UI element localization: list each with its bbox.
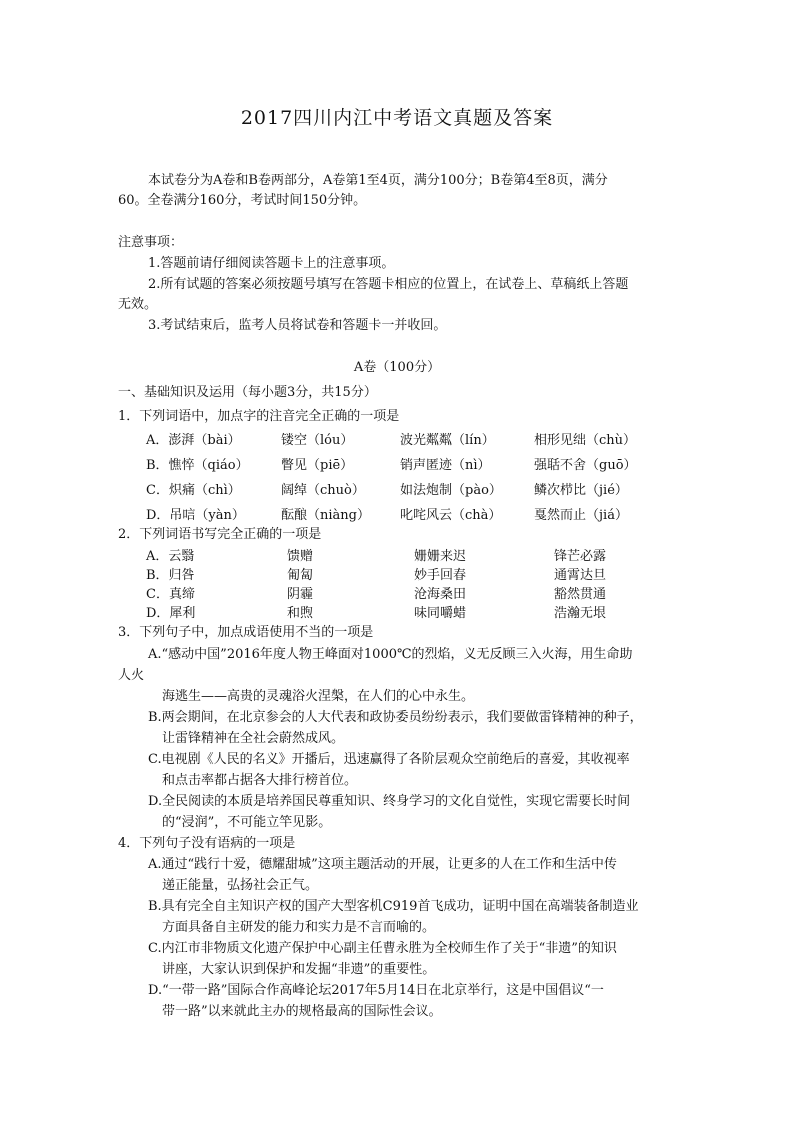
q4-option-d-cont: 带一路”以来就此主办的规格最高的国际性会议。 <box>162 1004 442 1019</box>
q1-stem: 1．下列词语中，加点字的注音完全正确的一项是 <box>118 409 400 424</box>
q3-option-b-cont: 让雷锋精神在全社会蔚然成风。 <box>162 731 345 746</box>
q1-a-word-2: 镂空（lóu） <box>281 433 354 448</box>
q1-a-word-4: 相形见绌（chù） <box>534 433 637 448</box>
q1-c-word-1: C．炽痛（chì） <box>146 483 241 498</box>
q4-option-c: C.内江市非物质文化遗产保护中心副主任曹永胜为全校师生作了关于“非遗”的知识 <box>148 941 617 956</box>
q3-stem: 3．下列句子中，加点成语使用不当的一项是 <box>118 625 374 640</box>
q4-option-c-cont: 讲座，大家认识到保护和发掘“非遗”的重要性。 <box>162 962 436 977</box>
q4-stem: 4．下列句子没有语病的一项是 <box>118 836 296 851</box>
q4-option-b: B.具有完全自主知识产权的国产大型客机C919首飞成功，证明中国在高端装备制造业 <box>148 899 639 914</box>
q3-option-c-cont: 和点击率都占据各大排行榜首位。 <box>162 773 358 788</box>
q2-d-word-1: D．犀利 <box>146 606 196 621</box>
q3-option-a-cont-2: 海逃生——高贵的灵魂浴火涅槃，在人们的心中永生。 <box>162 689 475 704</box>
q4-option-a-cont: 递正能量，弘扬社会正气。 <box>162 878 319 893</box>
q1-option-d <box>146 506 666 526</box>
q2-c-word-2: 阴霾 <box>287 587 314 602</box>
intro-line-2: 60。全卷满分160分，考试时间150分钟。 <box>118 193 367 208</box>
notice-item-2-cont: 无效。 <box>118 297 158 312</box>
q3-option-d-cont: 的“浸润”，不可能立竿见影。 <box>162 815 332 830</box>
q2-d-word-3: 味同嚼蜡 <box>414 606 467 621</box>
q1-b-word-3: 销声匿迹（nì） <box>400 458 491 473</box>
q1-c-word-2: 阔绰（chuò） <box>281 483 365 498</box>
notice-item-3: 3.考试结束后，监考人员将试卷和答题卡一并收回。 <box>148 318 447 333</box>
page-title: 2017四川内江中考语文真题及答案 <box>240 107 554 129</box>
volume-a-heading: A卷（100分） <box>353 360 441 375</box>
q1-c-word-3: 如法炮制（pào） <box>400 483 502 498</box>
section-1-heading: 一、基础知识及运用（每小题3分，共15分） <box>118 385 377 400</box>
q1-option-c <box>146 481 666 501</box>
q3-option-a: A.“感动中国”2016年度人物王峰面对1000℃的烈焰，义无反顾三入火海，用生命助 <box>148 647 633 662</box>
q4-option-b-cont: 方面具备自主研发的能力和实力是不言而喻的。 <box>162 920 436 935</box>
q3-option-b: B.两会期间，在北京参会的人大代表和政协委员纷纷表示，我们要做雷锋精神的种子， <box>148 710 643 725</box>
q3-option-d: D.全民阅读的本质是培养国民尊重知识、终身学习的文化自觉性，实现它需要长时间 <box>148 794 631 809</box>
q3-option-c: C.电视剧《人民的名义》开播后，迅速赢得了各阶层观众空前绝后的喜爱，其收视率 <box>148 752 630 767</box>
q2-d-word-2: 和煦 <box>287 606 314 621</box>
q1-d-word-1: D．吊唁（yàn） <box>146 508 245 523</box>
q2-d-word-4: 浩瀚无垠 <box>554 606 607 621</box>
q1-d-word-3: 叱咤风云（chà） <box>400 508 502 523</box>
intro-line-1: 本试卷分为A卷和B卷两部分，A卷第1至4页，满分100分；B卷第4至8页，满分 <box>148 173 608 188</box>
q2-c-word-1: C．真缔 <box>146 587 195 602</box>
q2-a-word-1: A．云翳 <box>146 549 195 564</box>
notice-item-1: 1.答题前请仔细阅读答题卡上的注意事项。 <box>148 256 395 271</box>
q2-a-word-2: 馈赠 <box>287 549 314 564</box>
q2-b-word-3: 妙手回春 <box>414 568 467 583</box>
q1-b-word-1: B．憔悴（qiáo） <box>146 458 249 473</box>
q1-b-word-2: 瞥见（piē） <box>281 458 354 473</box>
q1-a-word-3: 波光粼粼（lín） <box>400 433 495 448</box>
q2-b-word-1: B．归咎 <box>146 568 195 583</box>
q2-a-word-4: 锋芒必露 <box>554 549 607 564</box>
q2-option-c <box>146 585 666 605</box>
q2-option-d <box>146 604 666 624</box>
q1-b-word-4: 强聒不舍（guō） <box>534 458 637 473</box>
q1-c-word-4: 鳞次栉比（jié） <box>534 483 628 498</box>
notice-heading: 注意事项： <box>118 235 184 250</box>
q1-option-a <box>146 431 666 451</box>
q4-option-a: A.通过“践行十爱，德耀甜城”这项主题活动的开展，让更多的人在工作和生活中传 <box>148 857 617 872</box>
q4-option-d: D.“一带一路”国际合作高峰论坛2017年5月14日在北京举行，这是中国倡议“一 <box>148 983 604 998</box>
q1-d-word-4: 戛然而止（jiá） <box>534 508 628 523</box>
q2-a-word-3: 姗姗来迟 <box>414 549 467 564</box>
notice-item-2: 2.所有试题的答案必须按题号填写在答题卡相应的位置上，在试卷上、草稿纸上答题 <box>148 277 629 292</box>
q2-stem: 2．下列词语书写完全正确的一项是 <box>118 527 322 542</box>
q1-d-word-2: 酝酿（niàng） <box>281 508 370 523</box>
q1-a-word-1: A．澎湃（bài） <box>146 433 241 448</box>
q2-option-a <box>146 547 666 567</box>
q3-option-a-cont-1: 人火 <box>118 668 145 683</box>
q1-option-b <box>146 456 666 476</box>
q2-option-b <box>146 566 666 586</box>
q2-c-word-3: 沧海桑田 <box>414 587 467 602</box>
q2-b-word-2: 匍匐 <box>287 568 314 583</box>
q2-c-word-4: 豁然贯通 <box>554 587 607 602</box>
q2-b-word-4: 通霄达旦 <box>554 568 607 583</box>
